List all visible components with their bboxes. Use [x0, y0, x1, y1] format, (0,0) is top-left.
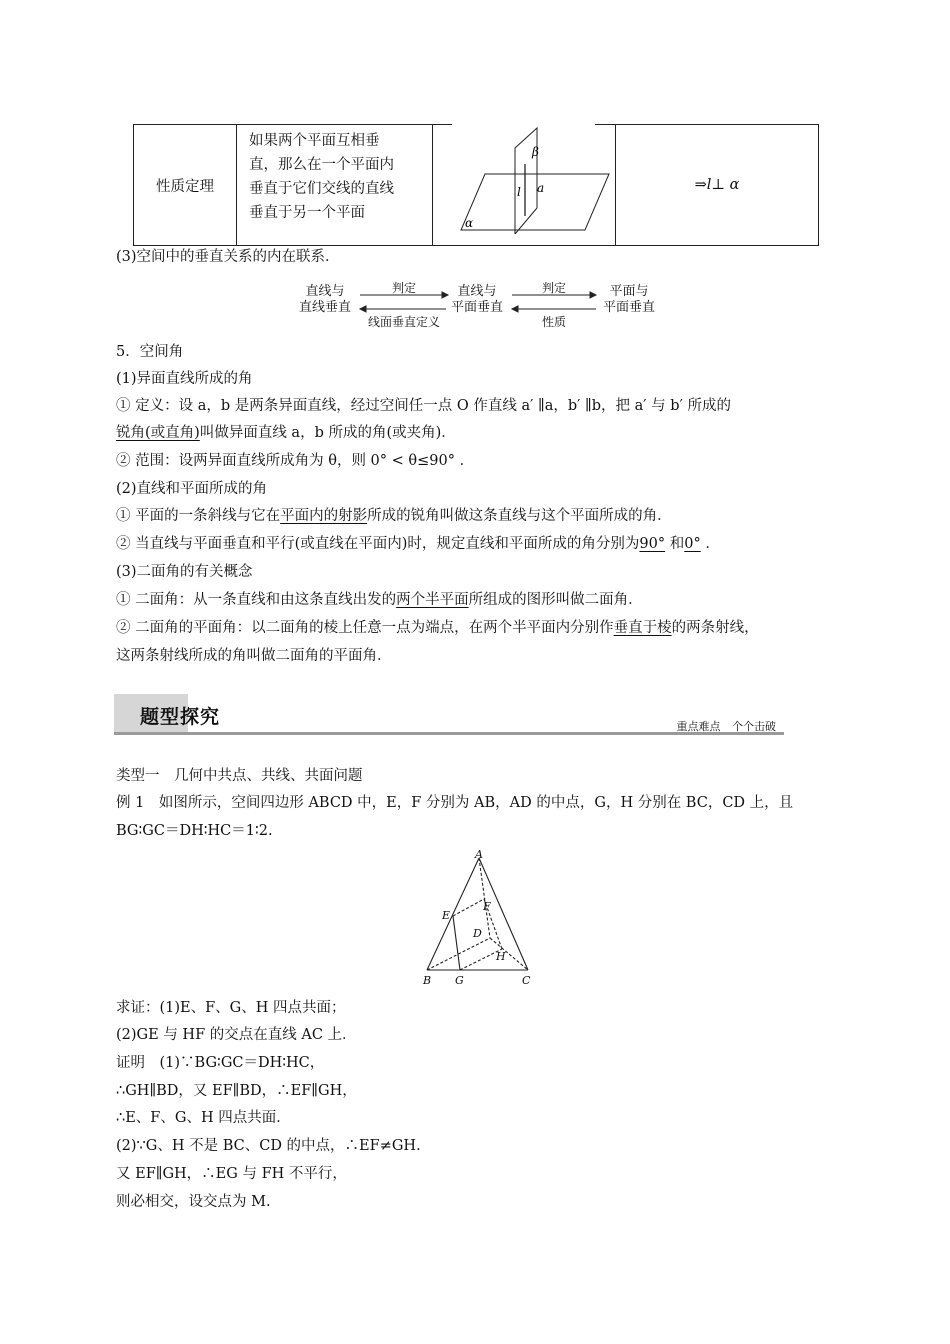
arrow2-bottom-label: 性质: [541, 315, 566, 329]
label-D: D: [473, 927, 482, 940]
example-line1: 例 1 如图所示，空间四边形 ABCD 中，E，F 分别为 AB，AD 的中点，G，H 分别在 BC，CD 上，且: [116, 795, 794, 811]
row-label: 性质定理: [156, 178, 214, 195]
description-line: 如果两个平面互相垂: [249, 133, 380, 149]
p1-heading: (1)异面直线所成的角: [116, 371, 253, 387]
section-subtitle: 重点难点 个个击破: [676, 720, 776, 733]
prove1: 求证：(1)E、F、G、H 四点共面；: [116, 1000, 346, 1016]
theorem-table-row: [133, 124, 819, 246]
label-F: F: [483, 900, 491, 913]
symbolic-cell: [615, 124, 819, 246]
perpendicular-planes-figure: [433, 124, 617, 246]
proof1: 证明 (1)∵BG∶GC＝DH∶HC，: [116, 1055, 325, 1071]
p1-range: ② 范围：设两异面直线所成角为 θ，则 0° < θ≤90° ．: [116, 453, 475, 469]
text-span: ．: [700, 536, 720, 552]
label-H: H: [496, 950, 506, 963]
p2-line2: [116, 534, 720, 554]
p2-heading: (2)直线和平面所成的角: [116, 481, 268, 497]
label-G: G: [455, 974, 464, 987]
beta-label: β: [532, 145, 539, 159]
p3-line1: [116, 590, 643, 610]
label-A: A: [475, 848, 483, 861]
tetrahedron-figure: [418, 848, 538, 990]
text-span: 的两条射线，: [671, 620, 759, 636]
section5-heading: 5．空间角: [116, 344, 184, 360]
text-span: ② 当直线与平面垂直和平行(或直线在平面内)时，规定直线和平面所成的角分别为: [116, 536, 640, 552]
sec3-intro: (3)空间中的垂直关系的内在联系．: [116, 249, 340, 265]
label-B: B: [423, 974, 432, 987]
l-label: l: [517, 185, 521, 199]
node-text: 直线与: [457, 284, 497, 299]
underlined-answer: 90°: [639, 536, 666, 552]
underlined-answer: 平面内的射影: [280, 508, 368, 524]
row-label-cell: [133, 124, 237, 246]
underlined-answer: 两个半平面: [396, 592, 469, 608]
text-span: ① 二面角：从一条直线和由这条直线出发的: [116, 592, 397, 608]
text-span: 和: [665, 536, 685, 552]
p1-def-line2: [116, 423, 456, 443]
label-C: C: [522, 974, 531, 987]
text-span: ② 二面角的平面角：以二面角的棱上任意一点为端点，在两个半平面内分别作: [116, 620, 614, 636]
example-line2: BG∶GC＝DH∶HC＝1∶2.: [116, 823, 273, 839]
label-E: E: [442, 909, 451, 922]
section-header: [114, 694, 784, 740]
p1-def-line1: ① 定义：设 a，b 是两条异面直线，经过空间任一点 O 作直线 a′ ∥a，b′ ∥b，把 a′ 与 b′ 所成的: [116, 398, 731, 414]
p3-line2: [116, 618, 759, 638]
proof2: ∴GH∥BD，又 EF∥BD，∴EF∥GH，: [116, 1083, 357, 1099]
proof6: 则必相交，设交点为 M.: [116, 1194, 271, 1210]
node-text: 直线垂直: [298, 300, 351, 315]
alpha-label: α: [465, 216, 474, 230]
arrow1-bottom-label: 线面垂直定义: [367, 315, 440, 329]
text-span: 所成的锐角叫做这条直线与这个平面所成的角．: [367, 508, 672, 524]
text-span: 所组成的图形叫做二面角．: [468, 592, 643, 608]
node-text: 平面垂直: [602, 300, 655, 315]
arrow2-top-label: 判定: [541, 281, 566, 295]
type-title: 类型一 几何中共点、共线、共面问题: [116, 768, 363, 784]
text-span: ① 平面的一条斜线与它在: [116, 508, 281, 524]
perpendicular-relations-diagram: [296, 280, 660, 332]
node-text: 直线与: [305, 284, 345, 299]
node-text: 平面与: [609, 284, 649, 299]
node-text: 平面垂直: [450, 300, 503, 315]
text-span: 叫做异面直线 a，b 所成的角(或夹角)．: [199, 425, 456, 441]
prove2: (2)GE 与 HF 的交点在直线 AC 上．: [116, 1027, 357, 1043]
proof4: (2)∵G、H 不是 BC、CD 的中点，∴EF≠GH.: [116, 1138, 421, 1154]
a-label: a: [537, 181, 545, 195]
symbolic-statement: ⇒l⊥ α: [694, 177, 740, 193]
underlined-answer: 锐角(或直角): [116, 425, 200, 441]
arrow1-top-label: 判定: [391, 281, 416, 295]
description-line: 垂直于另一个平面: [249, 205, 365, 221]
proof3: ∴E、F、G、H 四点共面．: [116, 1110, 291, 1126]
p3-line3: 这两条射线所成的角叫做二面角的平面角．: [116, 648, 392, 664]
p2-line1: [116, 506, 672, 526]
p3-heading: (3)二面角的有关概念: [116, 564, 253, 580]
description-line: 直，那么在一个平面内: [249, 157, 394, 173]
flow-arrows: [296, 280, 660, 332]
figure-cell: [432, 124, 616, 246]
underlined-answer: 0°: [684, 536, 701, 552]
underlined-answer: 垂直于棱: [613, 620, 672, 636]
section-title: 题型探究: [140, 706, 221, 728]
proof5: 又 EF∥GH，∴EG 与 FH 不平行，: [116, 1166, 347, 1182]
description-cell: [236, 124, 433, 246]
description-line: 垂直于它们交线的直线: [249, 181, 394, 197]
